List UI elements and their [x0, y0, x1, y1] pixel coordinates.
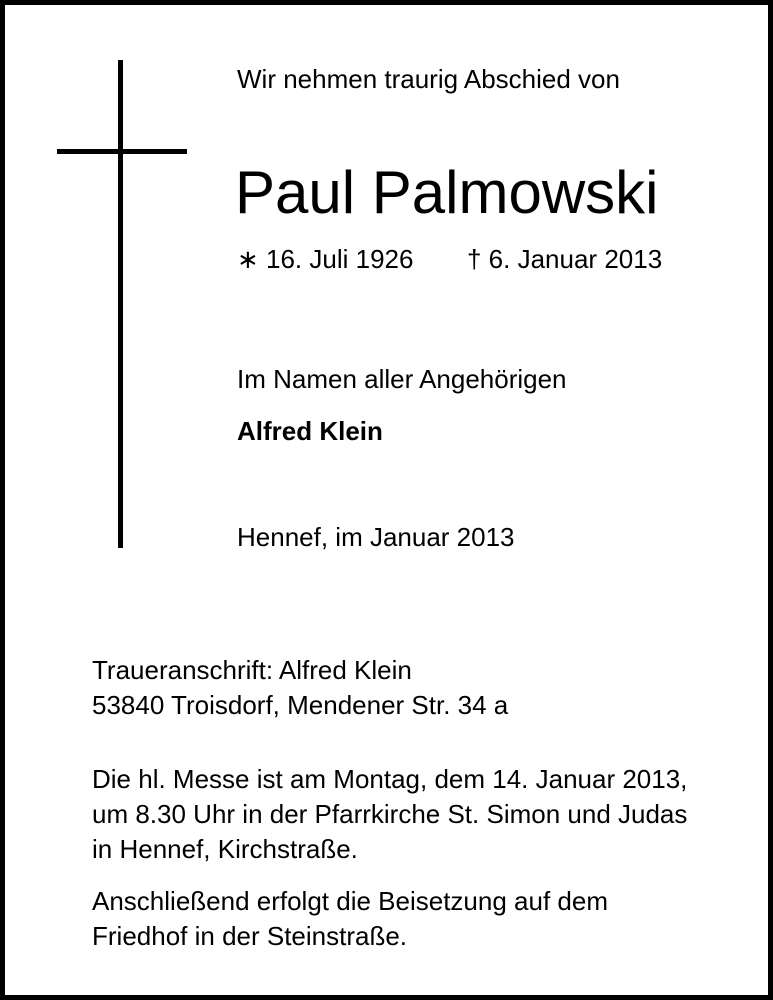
intro-text: Wir nehmen traurig Abschied von: [237, 64, 620, 94]
signer-name: Alfred Klein: [237, 416, 383, 446]
mourning-address: [92, 653, 508, 723]
on-behalf-text: Im Namen aller Angehörigen: [237, 364, 567, 394]
mass-line: in Hennef, Kirchstraße.: [92, 834, 358, 864]
deceased-name: Paul Palmowski: [235, 159, 659, 226]
life-dates: [237, 244, 663, 274]
mass-line: Die hl. Messe ist am Montag, dem 14. Januar 2013,: [92, 764, 688, 794]
burial-line: Anschließend erfolgt die Beisetzung auf dem: [92, 886, 608, 916]
mass-line: um 8.30 Uhr in der Pfarrkirche St. Simon und Judas: [92, 799, 688, 829]
address-line: Traueranschrift: Alfred Klein: [92, 655, 412, 685]
address-line: 53840 Troisdorf, Mendener Str. 34 a: [92, 690, 509, 720]
place-date: Hennef, im Januar 2013: [237, 522, 515, 552]
cross-icon-crossbar: [57, 149, 187, 154]
mass-info: [92, 762, 687, 867]
burial-line: Friedhof in der Steinstraße.: [92, 921, 408, 951]
birth-date: ∗ 16. Juli 1926: [237, 244, 414, 274]
cross-icon: [118, 60, 123, 548]
death-date: † 6. Januar 2013: [467, 244, 663, 274]
burial-info: [92, 884, 608, 954]
